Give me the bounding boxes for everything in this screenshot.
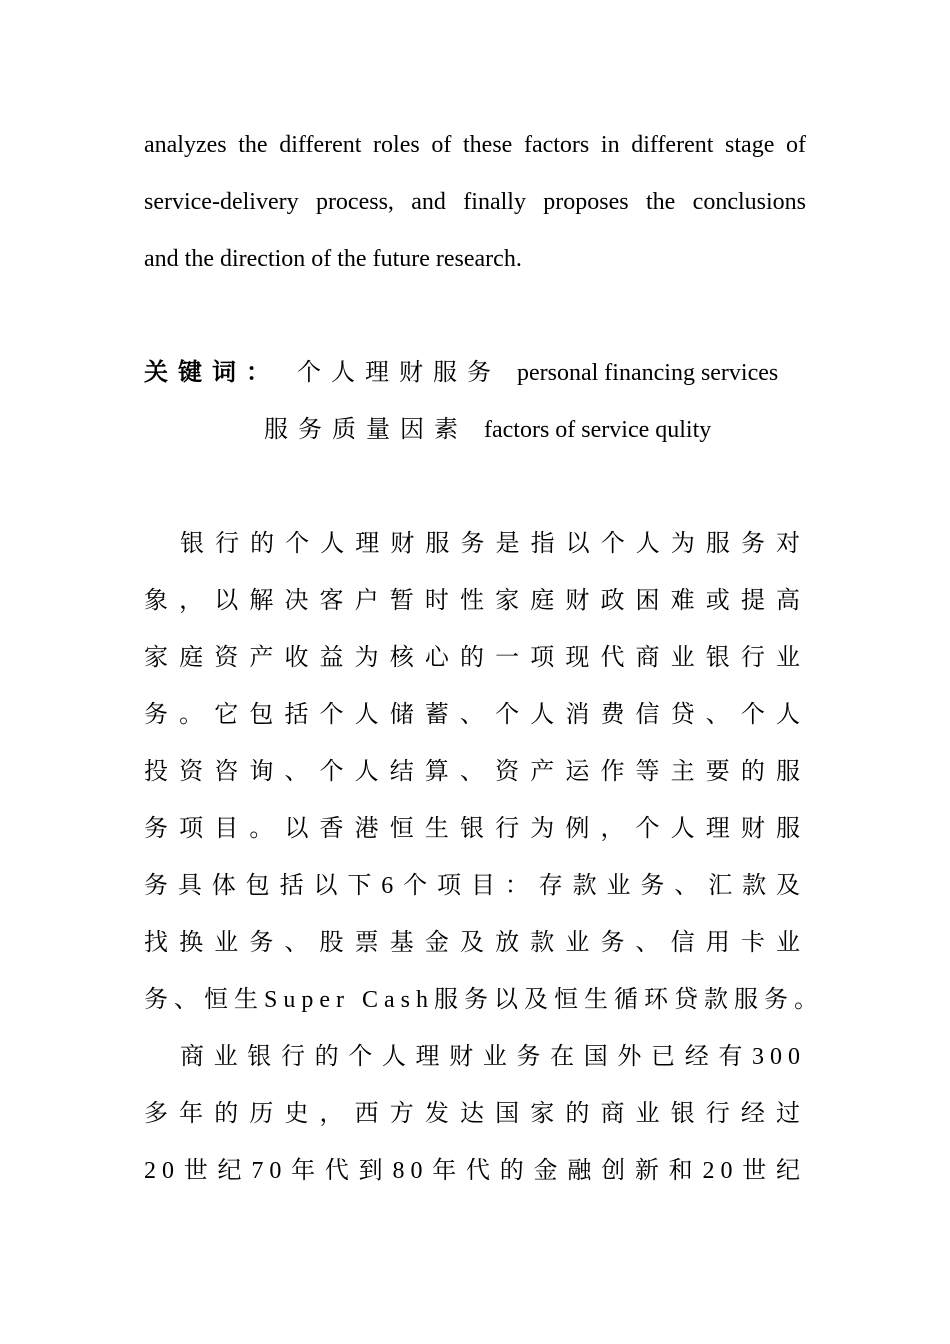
body-line-8: 找换业务、股票基金及放款业务、信用卡业: [144, 930, 806, 956]
keyword-2-cn: 服务质量因素: [264, 417, 468, 443]
abstract-en-line-2: service-delivery process, and finally proposes the conclusions: [144, 189, 806, 215]
body-line-4: 务。它包括个人储蓄、个人消费信贷、个人: [144, 702, 806, 728]
body-line-12: 20世纪70年代到80年代的金融创新和20世纪: [144, 1158, 806, 1184]
body-line-2: 象，以解决客户暂时性家庭财政困难或提高: [144, 588, 806, 614]
body-line-6: 务项目。以香港恒生银行为例，个人理财服: [144, 816, 806, 842]
body-line-5: 投资咨询、个人结算、资产运作等主要的服: [144, 759, 806, 785]
body-line-1: 银行的个人理财服务是指以个人为服务对: [180, 531, 806, 557]
keywords-label: 关键词：: [144, 360, 280, 386]
abstract-en-line-1: analyzes the different roles of these factors in different stage of: [144, 132, 806, 158]
body-line-10: 商业银行的个人理财业务在国外已经有300: [180, 1044, 806, 1070]
body-line-3: 家庭资产收益为核心的一项现代商业银行业: [144, 645, 806, 671]
abstract-en-line-3: and the direction of the future research.: [144, 246, 522, 272]
body-line-11: 多年的历史，西方发达国家的商业银行经过: [144, 1101, 806, 1127]
keyword-1-cn: 个人理财服务: [297, 360, 501, 386]
keyword-1-en: personal financing services: [517, 360, 779, 386]
keyword-2-en: factors of service qulity: [484, 417, 712, 443]
body-line-7: 务具体包括以下6个项目：存款业务、汇款及: [144, 873, 806, 899]
body-line-9: 务、恒生Super Cash服务以及恒生循环贷款服务。: [144, 987, 824, 1013]
